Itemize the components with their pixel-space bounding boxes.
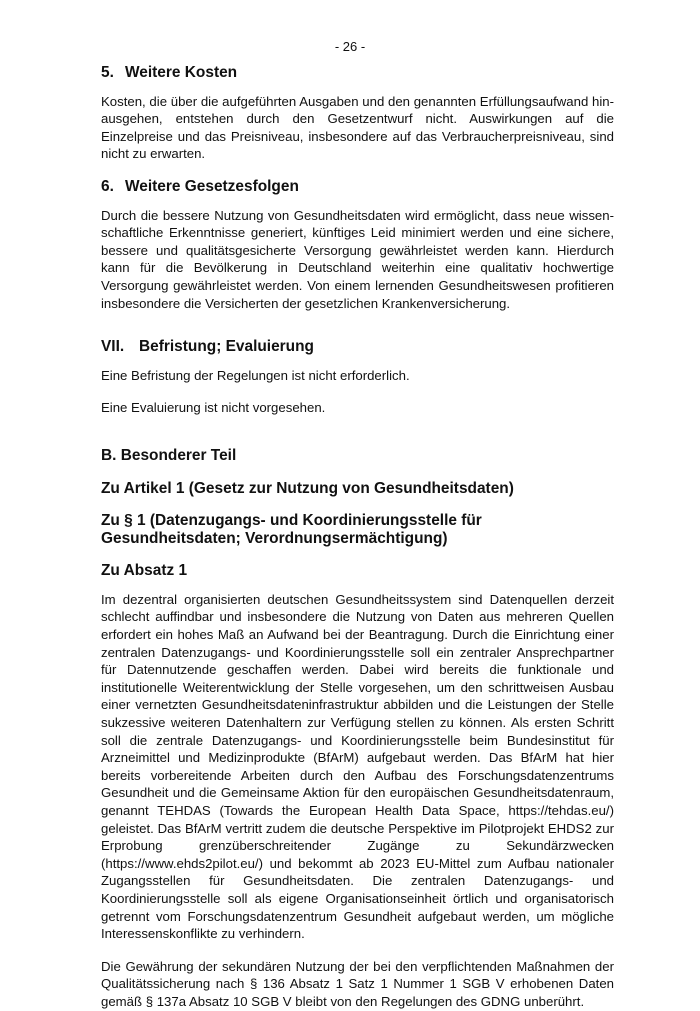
paragraph: Eine Evaluierung ist nicht vorgesehen. [101, 400, 326, 416]
part-heading-besonderer-teil: B. Besonderer Teil [101, 446, 237, 464]
section-heading-weitere-kosten [101, 64, 614, 82]
page-content [101, 64, 614, 1011]
article-heading: Zu Artikel 1 (Gesetz zur Nutzung von Gesundheitsdaten) [101, 479, 514, 497]
absatz-heading: Zu Absatz 1 [101, 562, 188, 580]
paragraph: Durch die bessere Nutzung von Gesundheitsdaten wird ermöglicht, dass neue wissenschaftliche Erkenntnisse generiert, künftiges Leid minimiert werden und eine sichere, bessere und qualitätsgesicherte Versorgung gewährleistet werden kann. Hierdurch kann für die Bevölkerung in Deutschland weiterhin eine qualitativ hochwertige Versorgung gewährleistet werden. Von einem lernenden Gesundheitswesen profitieren insbesondere die Versicherten der gesetzlichen Krankenversicherung. [101, 207, 614, 311]
section-heading-befristung-evaluierung [101, 338, 614, 356]
section-number: 6. [101, 177, 114, 195]
section-number: 5. [101, 64, 114, 81]
paragraph-heading: Zu § 1 (Datenzugangs- und Koordinierungsstelle für Gesundheitsdaten; Verordnungsermächtigung) [101, 512, 482, 547]
paragraph: Eine Befristung der Regelungen ist nicht erforderlich. [101, 367, 410, 383]
paragraph: Kosten, die über die aufgeführten Ausgaben und den genannten Erfüllungsaufwand hinausgehen, entstehen durch den Gesetzentwurf nicht. Auswirkungen auf die Einzelpreise und das Preisniveau, insbesondere auf das Verbraucherpreisniveau, sind nicht zu erwarten. [101, 93, 614, 162]
section-title: Weitere Gesetzesfolgen [125, 177, 299, 195]
paragraph: Im dezentral organisierten deutschen Gesundheitssystem sind Datenquellen derzeit schlecht auffindbar und insbesondere die Nutzung von Daten aus mehreren Quellen erfordert ein hohes Maß an Aufwand bei der Beantragung. Durch die Einrichtung einer zentralen Datenzugangs- und Koordinierungsstelle soll ein zentraler Ansprechpartner für Datennutzende geschaffen werden. Dabei wird bereits die funktionale und institutionelle Weiterentwicklung der Stelle vorgesehen, um den schrittweisen Ausbau einer vernetzten Gesundheitsdateninfrastruktur abbilden und die Leistungen der Stelle sukzessive weiteren Datenhaltern zur Verfügung stellen zu können. Als ersten Schritt soll die zentrale Datenzugangs- und Koordinierungsstelle beim Bundesinstitut für Arzneimittel und Medizinprodukte (BfArM) aufgebaut werden. Das BfArM hat hier bereits vorbereitende Arbeiten durch den Aufbau des Forschungsdatenzentrums Gesundheit und die Gemeinsame Aktion für den europäischen Gesundheitsdatenraum, genannt TEHDAS (Towards the European Health Data Space, https://tehdas.eu/) geleistet. Das BfArM vertritt zudem die deutsche Perspektive im Pilotprojekt EHDS2 zur Erprobung grenzüberschreitender Zugänge zu Sekundärzwecken (https://www.ehds2pilot.eu/) und bekommt ab 2023 EU-Mittel zum Aufbau nationaler Zugangsstellen für Gesundheitsdaten. Die zentralen Datenzugangs- und Koordinierungsstelle soll als eigene Organisationseinheit örtlich und organisatorisch getrennt vom Forschungsdatenzentrum Gesundheit aufgebaut werden, um mögliche Interessenskonflikte zu verhindern. [101, 591, 614, 942]
section-number: VII. [101, 338, 125, 356]
section-title: Befristung; Evaluierung [139, 338, 314, 356]
paragraph: Die Gewährung der sekundären Nutzung der bei den verpflichtenden Maßnahmen der Qualitätssicherung nach § 136 Absatz 1 Satz 1 Nummer 1 SGB V erhobenen Daten gemäß § 137a Absatz 10 SGB V bleibt von den Regelungen des GDNG unberührt. [101, 958, 614, 1009]
section-title: Weitere Kosten [125, 64, 238, 81]
page-number: - 26 - [334, 39, 366, 54]
section-heading-weitere-gesetzesfolgen [101, 178, 614, 196]
